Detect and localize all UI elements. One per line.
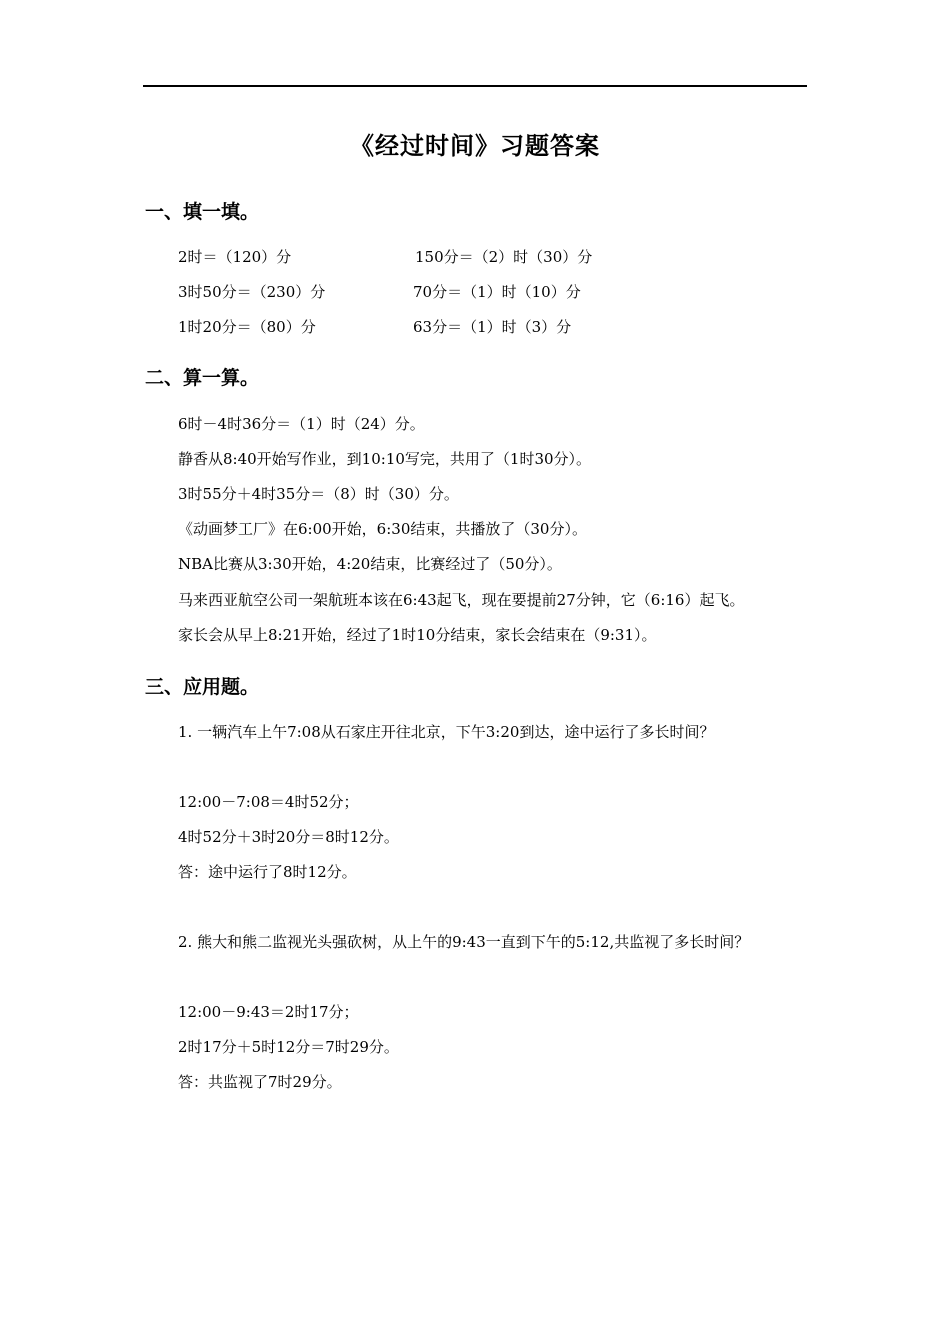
section3-heading: 三、应用题。 xyxy=(145,676,260,698)
fill-row-3-left: 1时20分＝（80）分 xyxy=(178,318,316,336)
problem-2-answer: 答：共监视了7时29分。 xyxy=(178,1073,342,1091)
problem-2-step-1: 12:00－9:43＝2时17分； xyxy=(178,1003,359,1021)
section1-heading: 一、填一填。 xyxy=(145,201,260,223)
section2-heading: 二、算一算。 xyxy=(145,367,260,389)
page-title: 《经过时间》习题答案 xyxy=(350,132,600,160)
problem-2-step-2: 2时17分＋5时12分＝7时29分。 xyxy=(178,1038,399,1056)
problem-1-answer: 答：途中运行了8时12分。 xyxy=(178,863,357,881)
calc-line-2: 静香从8:40开始写作业，到10:10写完，共用了（1时30分）。 xyxy=(178,450,592,468)
problem-2-question: 2. 熊大和熊二监视光头强砍树，从上午的9:43一直到下午的5:12,共监视了多长时间？ xyxy=(178,933,750,951)
fill-row-3-right: 63分＝（1）时（3）分 xyxy=(413,318,572,336)
calc-line-4: 《动画梦工厂》在6:00开始，6:30结束，共播放了（30分）。 xyxy=(178,520,587,538)
calc-line-7: 家长会从早上8:21开始，经过了1时10分结束，家长会结束在（9:31）。 xyxy=(178,626,657,644)
problem-1-step-2: 4时52分＋3时20分＝8时12分。 xyxy=(178,828,399,846)
calc-line-3: 3时55分＋4时35分＝（8）时（30）分。 xyxy=(178,485,459,503)
calc-line-1: 6时－4时36分＝（1）时（24）分。 xyxy=(178,415,425,433)
calc-line-5: NBA比赛从3:30开始，4:20结束，比赛经过了（50分）。 xyxy=(178,555,562,573)
fill-row-2-right: 70分＝（1）时（10）分 xyxy=(413,283,581,301)
header-rule xyxy=(143,85,807,87)
fill-row-1-left: 2时＝（120）分 xyxy=(178,248,292,266)
fill-row-1-right: 150分＝（2）时（30）分 xyxy=(415,248,593,266)
calc-line-6: 马来西亚航空公司一架航班本该在6:43起飞，现在要提前27分钟，它（6:16）起飞。 xyxy=(178,591,745,609)
problem-1-step-1: 12:00－7:08＝4时52分； xyxy=(178,793,359,811)
fill-row-2-left: 3时50分＝（230）分 xyxy=(178,283,326,301)
problem-1-question: 1. 一辆汽车上午7:08从石家庄开往北京，下午3:20到达，途中运行了多长时间？ xyxy=(178,723,715,741)
